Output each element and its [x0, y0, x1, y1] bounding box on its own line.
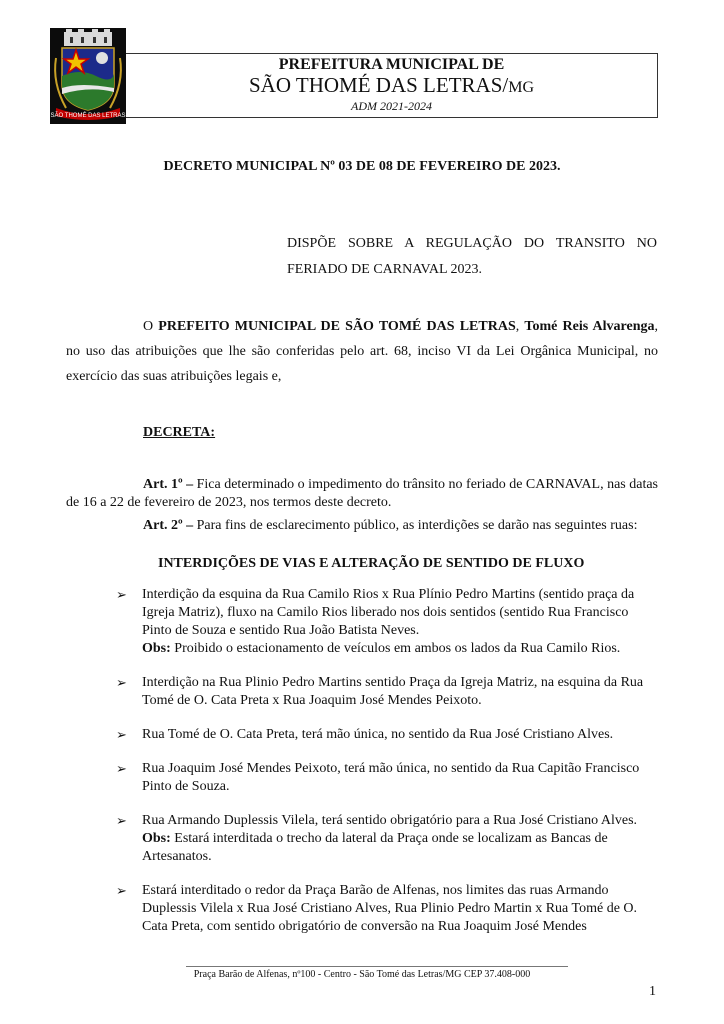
header-line-1: PREFEITURA MUNICIPAL DE — [278, 56, 505, 73]
article-2 — [66, 517, 658, 535]
list-item-text: Rua Tomé de O. Cata Preta, terá mão única, no sentido da Rua José Cristiano Alves. — [142, 727, 614, 742]
header-line-2 — [126, 74, 657, 99]
municipality-name: SÃO THOMÉ DAS LETRAS/ — [249, 73, 509, 97]
footer-divider — [186, 966, 568, 967]
list-item-text: Rua Armando Duplessis Vilela, terá sentido obrigatório para a Rua José Cristiano Alves. — [142, 813, 638, 828]
preamble-office: PREFEITO MUNICIPAL DE SÃO TOMÉ DAS LETRAS — [158, 319, 516, 334]
interdictions-list — [116, 586, 661, 952]
list-item-text: Interdição da esquina da Rua Camilo Rios x Rua Plínio Pedro Martins (sentido praça da Igreja Matriz), fluxo na Camilo Rios liberado nos dois sentidos (sentido Rua Francisco Pinto de Souza e sentido Rua João Batista Neves. — [142, 587, 635, 638]
footer-address: Praça Barão de Alfenas, nº100 - Centro - São Tomé das Letras/MG CEP 37.408-000 — [193, 969, 531, 980]
administration-period: ADM 2021-2024 — [351, 99, 432, 113]
list-item — [116, 882, 661, 936]
preamble-mayor-name: Tomé Reis Alvarenga — [524, 319, 655, 334]
list-item — [116, 586, 661, 658]
decree-summary: DISPÕE SOBRE A REGULAÇÃO DO TRANSITO NO FERIADO DE CARNAVAL 2023. — [287, 236, 657, 277]
arrowhead-bullet-icon: ➢ — [116, 727, 127, 742]
article-1 — [66, 476, 658, 512]
preamble-prefix: O — [143, 319, 159, 334]
arrowhead-bullet-icon: ➢ — [116, 587, 127, 602]
coat-of-arms-logo — [50, 28, 126, 124]
list-item-text: Estará interditado o redor da Praça Barão de Alfenas, nos limites das ruas Armando Duplessis Vilela x Rua José Cristiano Alves, Rua Plinio Pedro Martin x Rua Tomé de O. Cata Preta, com sentido obrigatório de conversão na Rua Joaquim José Mendes — [142, 883, 638, 934]
article-1-label: Art. 1º – — [143, 477, 194, 492]
preamble-separator: , — [515, 319, 525, 334]
list-item-text: Rua Joaquim José Mendes Peixoto, terá mão única, no sentido da Rua Capitão Francisco Pinto de Souza. — [142, 761, 640, 794]
coat-of-arms-icon — [50, 28, 126, 124]
obs-label: Obs: — [142, 641, 171, 656]
arrowhead-bullet-icon: ➢ — [116, 883, 127, 898]
list-item — [116, 726, 661, 744]
arrowhead-bullet-icon: ➢ — [116, 675, 127, 690]
list-item-text: Interdição na Rua Plinio Pedro Martins sentido Praça da Igreja Matriz, na esquina da Rua Tomé de O. Cata Preta x Rua Joaquim José Mendes Peixoto. — [142, 675, 644, 708]
obs-label: Obs: — [142, 831, 171, 846]
preamble-paragraph — [66, 314, 658, 389]
article-1-text: Fica determinado o impedimento do trânsito no feriado de CARNAVAL, nas datas de 16 a 22 de fevereiro de 2023, nos termos deste decreto. — [66, 477, 659, 510]
list-item-obs — [142, 640, 661, 658]
obs-text: Estará interditada o trecho da lateral da Praça onde se localizam as Bancas de Artesanatos. — [142, 831, 608, 864]
preamble-text: , no uso das atribuições que lhe são conferidas pelo art. 68, inciso VI da Lei Orgânica Municipal, no exercício das suas atribuições legais e, — [66, 319, 659, 384]
arrowhead-bullet-icon: ➢ — [116, 813, 127, 828]
decreta-heading: DECRETA: — [143, 425, 216, 440]
obs-text: Proibido o estacionamento de veículos em ambos os lados da Rua Camilo Rios. — [170, 641, 621, 656]
decree-title: DECRETO MUNICIPAL Nº 03 DE 08 DE FEVEREIRO DE 2023. — [163, 159, 561, 174]
header-box — [126, 53, 658, 118]
logo-ribbon-text: SÃO THOMÉ DAS LETRAS — [50, 113, 126, 119]
arrowhead-bullet-icon: ➢ — [116, 761, 127, 776]
list-item-obs — [142, 830, 661, 866]
state-abbreviation: MG — [508, 79, 534, 96]
list-item — [116, 760, 661, 796]
section-title: INTERDIÇÕES DE VIAS E ALTERAÇÃO DE SENTIDO DE FLUXO — [158, 556, 585, 571]
page-number: 1 — [649, 984, 656, 999]
list-item — [116, 812, 661, 866]
list-item — [116, 674, 661, 710]
article-2-label: Art. 2º – — [143, 518, 194, 533]
article-2-text: Para fins de esclarecimento público, as interdições se darão nas seguintes ruas: — [193, 518, 638, 533]
